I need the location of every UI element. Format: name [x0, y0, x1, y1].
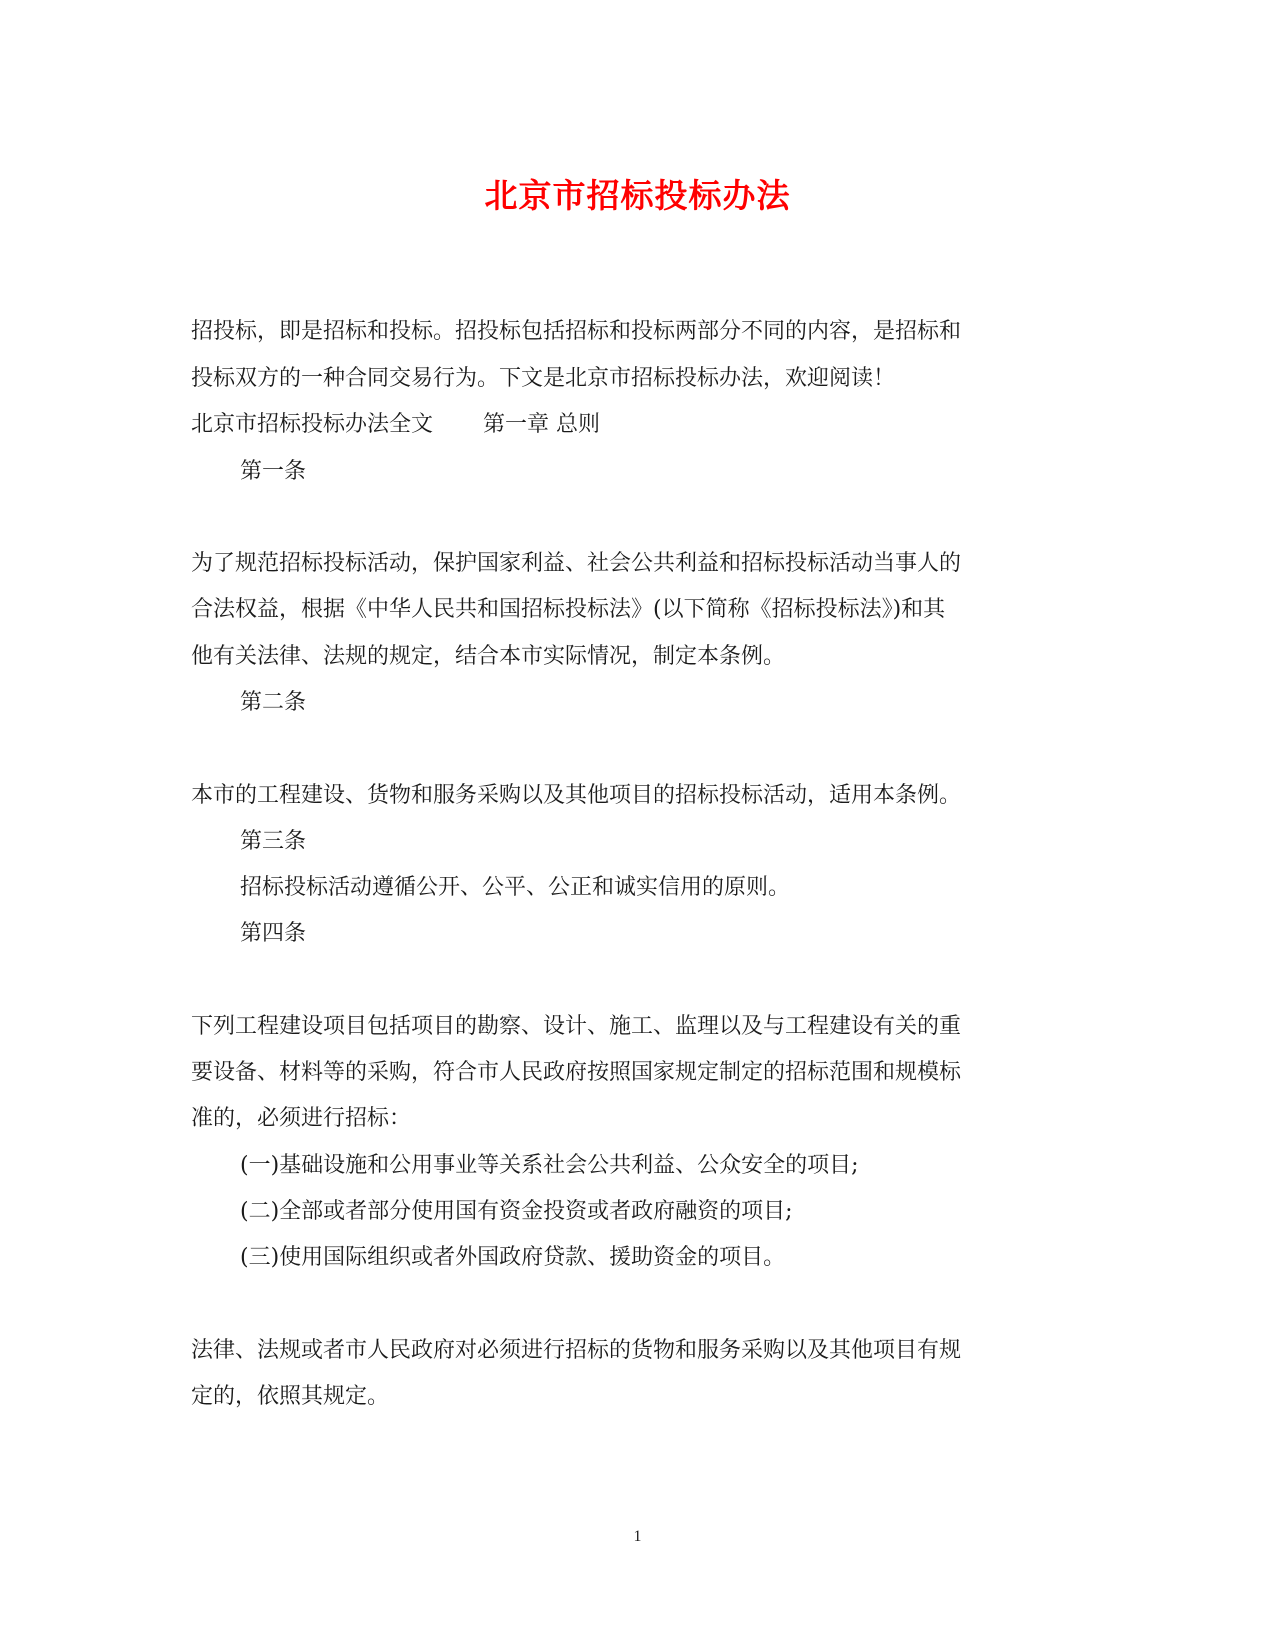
- article-3-line-1: 招标投标活动遵循公开、公平、公正和诚实信用的原则。: [240, 875, 791, 900]
- article-4-item-3: (三)使用国际组织或者外国政府贷款、援助资金的项目。: [240, 1245, 786, 1270]
- intro-line-1: 招投标，即是招标和投标。招投标包括招标和投标两部分不同的内容，是招标和: [191, 319, 962, 344]
- page-number: 1: [633, 1528, 642, 1545]
- fulltext-heading-row: [191, 410, 600, 440]
- document-title: 北京市招标投标办法: [484, 176, 791, 215]
- article-4-line-2: 要设备、材料等的采购，符合市人民政府按照国家规定制定的招标范围和规模标: [191, 1060, 962, 1085]
- fulltext-label: 北京市招标投标办法全文: [191, 412, 434, 437]
- article-1-line-1: 为了规范招标投标活动，保护国家利益、社会公共利益和招标投标活动当事人的: [191, 551, 962, 576]
- article-1-line-3: 他有关法律、法规的规定，结合本市实际情况，制定本条例。: [191, 644, 786, 669]
- article-4-closing-line-2: 定的，依照其规定。: [191, 1384, 390, 1409]
- intro-line-2: 投标双方的一种合同交易行为。下文是北京市招标投标办法，欢迎阅读！: [191, 366, 896, 391]
- article-4-line-1: 下列工程建设项目包括项目的勘察、设计、施工、监理以及与工程建设有关的重: [191, 1014, 962, 1039]
- chapter-label: 第一章 总则: [483, 412, 601, 437]
- article-1-heading: 第一条: [240, 459, 307, 484]
- article-4-closing-line-1: 法律、法规或者市人民政府对必须进行招标的货物和服务采购以及其他项目有规: [191, 1338, 962, 1363]
- article-1-line-2: 合法权益，根据《中华人民共和国招标投标法》(以下简称《招标投标法》)和其: [191, 597, 946, 622]
- article-2-heading: 第二条: [240, 690, 307, 715]
- article-3-heading: 第三条: [240, 829, 307, 854]
- article-4-line-3: 准的，必须进行招标：: [191, 1106, 412, 1131]
- article-4-item-2: (二)全部或者部分使用国有资金投资或者政府融资的项目;: [240, 1199, 793, 1224]
- article-2-line-1: 本市的工程建设、货物和服务采购以及其他项目的招标投标活动，适用本条例。: [191, 783, 962, 808]
- article-4-item-1: (一)基础设施和公用事业等关系社会公共利益、公众安全的项目;: [240, 1153, 859, 1178]
- article-4-heading: 第四条: [240, 921, 307, 946]
